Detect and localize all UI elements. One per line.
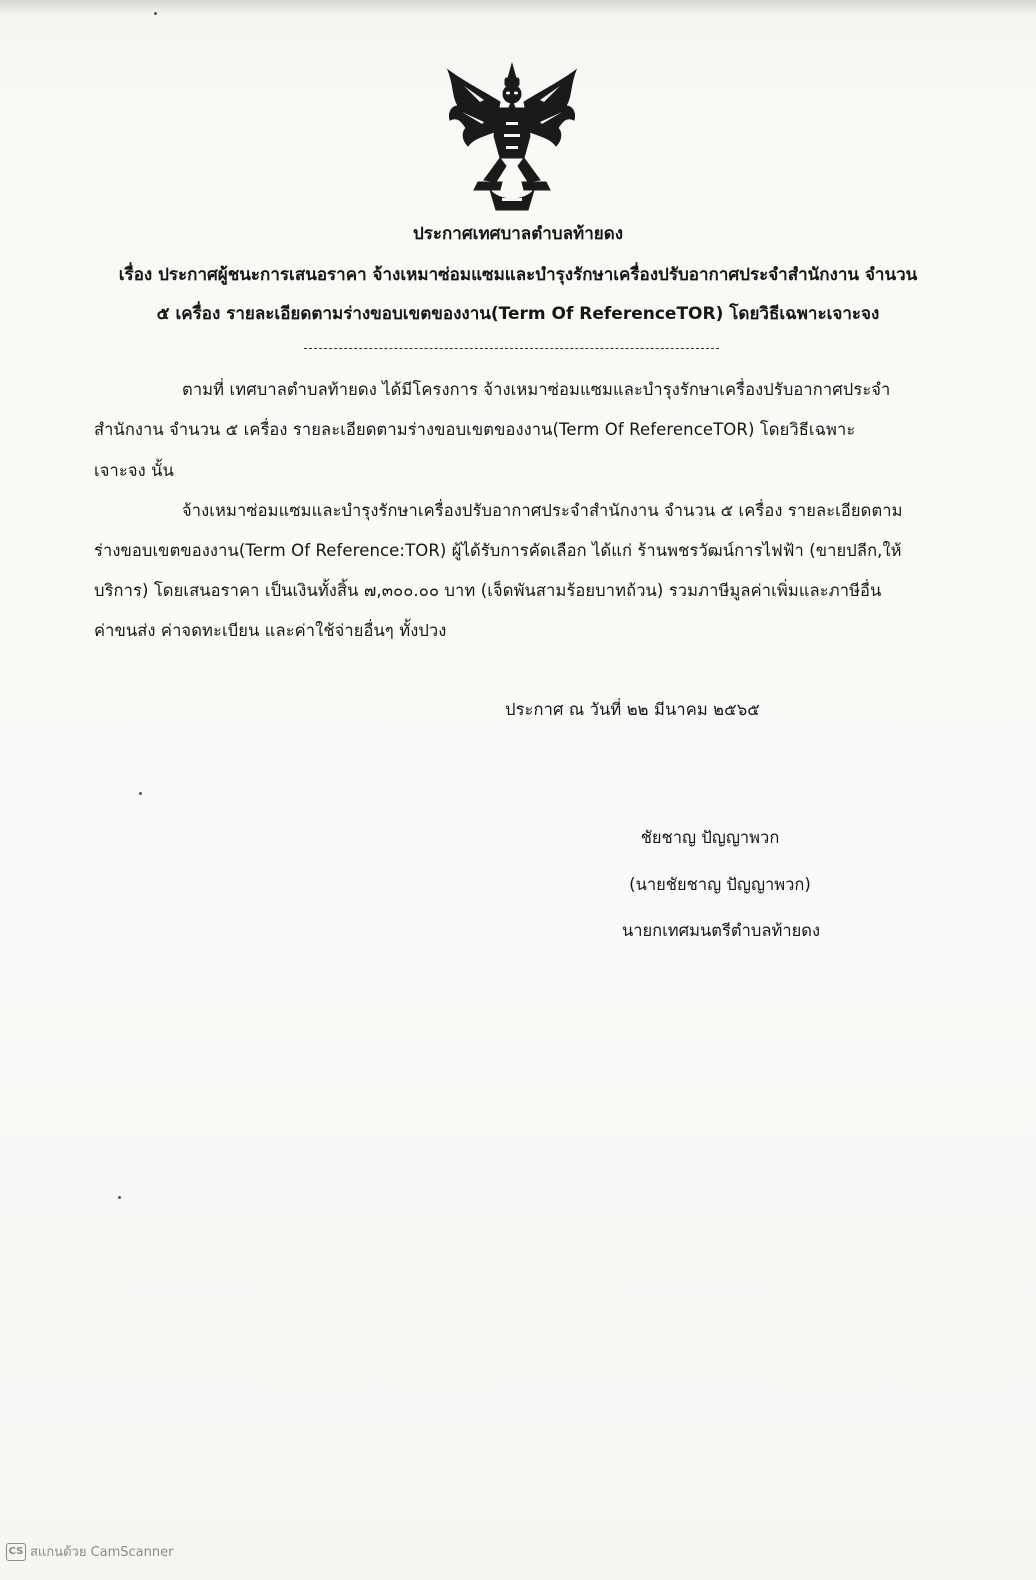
announcement-date: ประกาศ ณ วันที่ ๒๒ มีนาคม ๒๕๖๕ <box>505 700 760 719</box>
paragraph-1-line-1: ตามที่ เทศบาลตำบลท้ายดง ได้มีโครงการ จ้างเหมาซ่อมแซมและบำรุงรักษาเครื่องปรับอากาศประจำ <box>182 380 891 399</box>
camscanner-watermark <box>6 1541 173 1562</box>
paragraph-2-line-2: ร่างขอบเขตของงาน(Term Of Reference:TOR) ผู้ได้รับการคัดเลือก ได้แก่ ร้านพชรวัฒน์การไฟฟ้า (ขายปลีก,ให้ <box>94 541 902 560</box>
subject-line-2: ๕ เครื่อง รายละเอียดตามร่างขอบเขตของงาน(Term Of ReferenceTOR) โดยวิธีเฉพาะเจาะจง <box>156 304 880 324</box>
dashed-divider <box>304 348 719 349</box>
paragraph-2-line-4: ค่าขนส่ง ค่าจดทะเบียน และค่าใช้จ่ายอื่นๆ ทั้งปวง <box>94 621 447 640</box>
paragraph-1-line-2: สำนักงาน จำนวน ๕ เครื่อง รายละเอียดตามร่างขอบเขตของงาน(Term Of ReferenceTOR) โดยวิธีเฉพาะ <box>94 420 856 439</box>
scan-speck <box>118 1196 121 1199</box>
paragraph-1-line-3: เจาะจง นั้น <box>94 461 174 480</box>
signer-position: นายกเทศมนตรีตำบลท้ายดง <box>621 921 821 940</box>
signature: ชัยชาญ ปัญญาพวก <box>640 828 780 847</box>
subject-line-1: เรื่อง ประกาศผู้ชนะการเสนอราคา จ้างเหมาซ่อมแซมและบำรุงรักษาเครื่องปรับอากาศประจำสำนักงาน จำนวน <box>118 265 918 285</box>
paragraph-2-line-1: จ้างเหมาซ่อมแซมและบำรุงรักษาเครื่องปรับอากาศประจำสำนักงาน จำนวน ๕ เครื่อง รายละเอียดตาม <box>182 501 903 520</box>
paragraph-2-line-3: บริการ) โดยเสนอราคา เป็นเงินทั้งสิ้น ๗,๓๐๐.๐๐ บาท (เจ็ดพันสามร้อยบาทถ้วน) รวมภาษีมูลค่าเพิ่มและภาษีอื่น <box>94 581 882 600</box>
signer-name: (นายชัยชาญ ปัญญาพวก) <box>629 875 811 894</box>
garuda-emblem-icon <box>444 62 580 214</box>
camscanner-logo-icon: CS <box>6 1543 26 1561</box>
document-title: ประกาศเทศบาลตำบลท้ายดง <box>412 224 624 244</box>
camscanner-text: สแกนด้วย CamScanner <box>30 1545 174 1560</box>
scan-speck <box>154 12 157 15</box>
scan-speck <box>139 792 142 795</box>
